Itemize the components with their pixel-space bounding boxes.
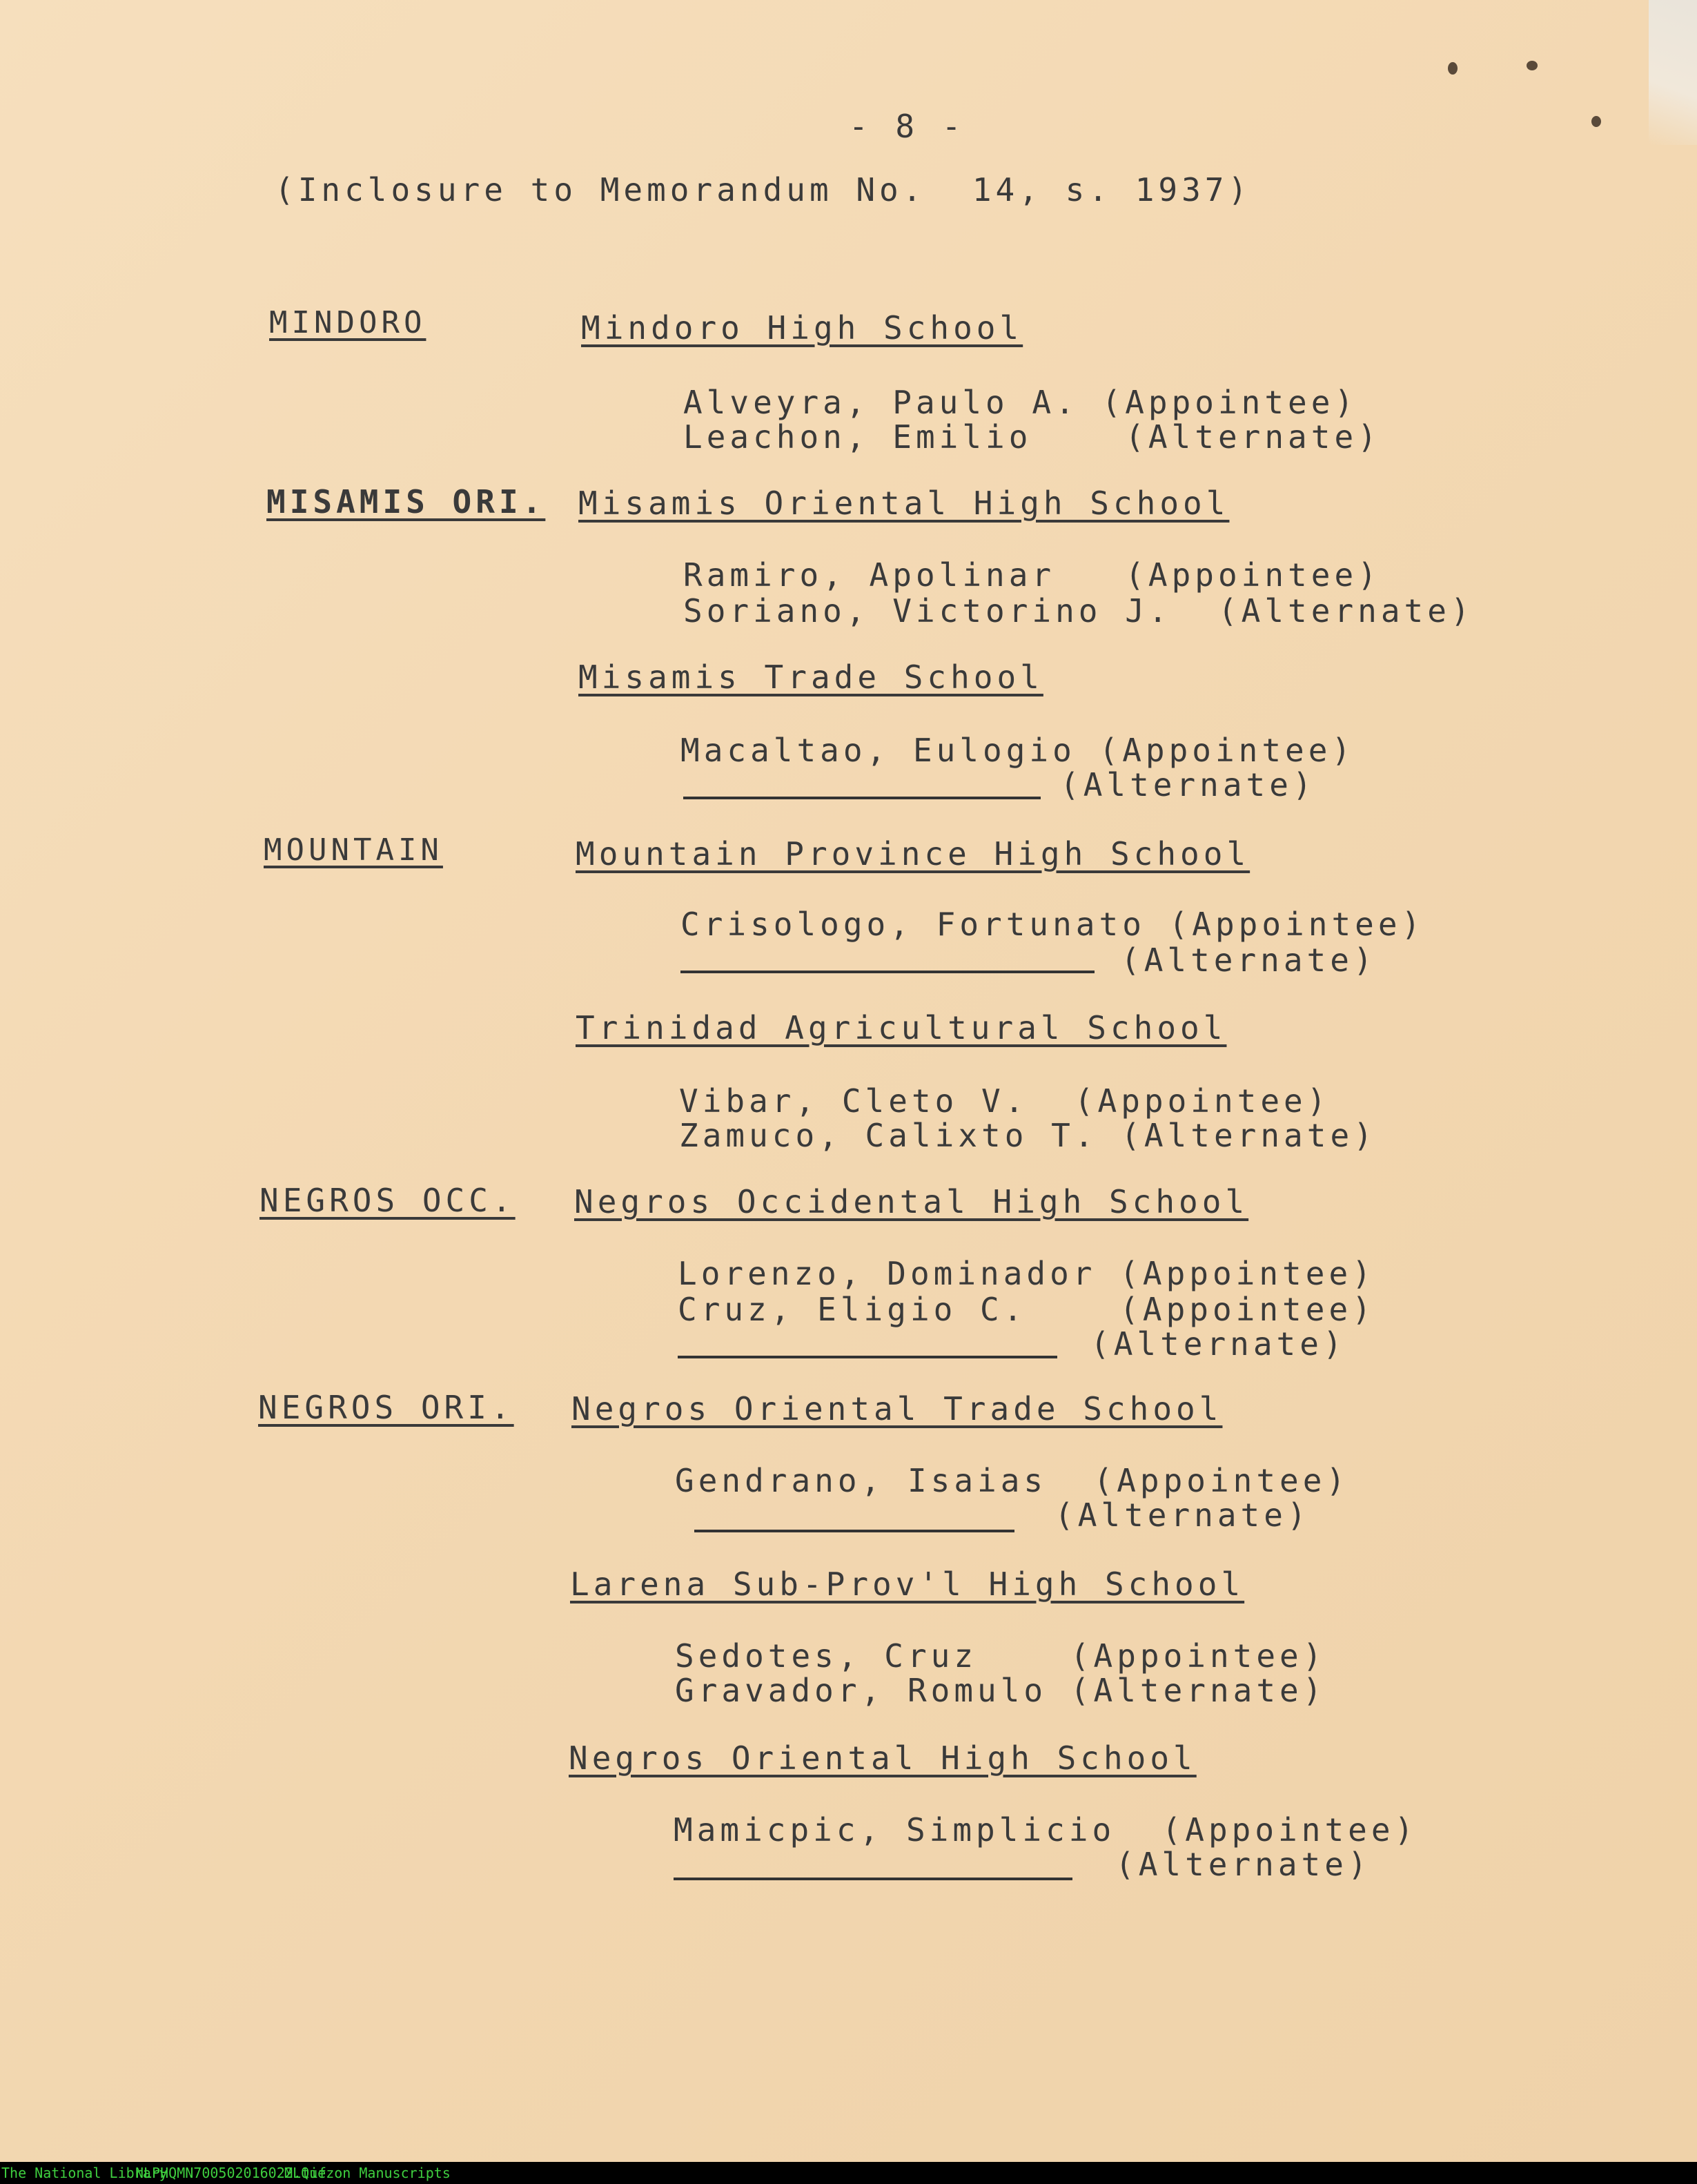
- person-entry: Cruz, Eligio C. (Appointee): [678, 1291, 1375, 1328]
- person-entry: Gravador, Romulo (Alternate): [675, 1672, 1326, 1709]
- province-label: NEGROS ORI.: [258, 1389, 514, 1426]
- folded-corner: [1649, 0, 1697, 145]
- school-name: Mountain Province High School: [576, 835, 1250, 872]
- punch-hole: [1527, 61, 1538, 70]
- school-name: Larena Sub-Prov'l High School: [570, 1566, 1245, 1603]
- province-label: MINDORO: [269, 305, 426, 340]
- blank-signature-line: [674, 1878, 1072, 1880]
- blank-signature-line: [694, 1530, 1014, 1532]
- blank-signature-line: [678, 1356, 1057, 1358]
- person-entry: Macaltao, Eulogio (Appointee): [680, 732, 1355, 769]
- person-entry: Vibar, Cleto V. (Appointee): [679, 1082, 1331, 1120]
- school-name: Misamis Trade School: [578, 659, 1043, 696]
- person-entry: Leachon, Emilio (Alternate): [683, 418, 1381, 456]
- person-entry: Crisologo, Fortunato (Appointee): [680, 906, 1425, 943]
- province-label: MISAMIS ORI.: [266, 483, 546, 520]
- footer-library: The National Library: [1, 2165, 168, 2181]
- province-label: MOUNTAIN: [264, 832, 443, 868]
- punch-hole: [1591, 116, 1601, 127]
- footer-filename: NLPHQMN700502016022.tif: [135, 2165, 326, 2181]
- person-entry: Zamuco, Calixto T. (Alternate): [679, 1117, 1377, 1154]
- archive-footer: [0, 2162, 1697, 2184]
- school-name: Misamis Oriental High School: [578, 485, 1230, 522]
- person-entry: (Alternate): [1060, 766, 1316, 803]
- footer-collection: MLQuezon Manuscripts: [284, 2165, 451, 2181]
- person-entry: Alveyra, Paulo A. (Appointee): [683, 384, 1358, 421]
- school-name: Negros Occidental High School: [574, 1183, 1249, 1220]
- blank-signature-line: [680, 971, 1095, 973]
- person-entry: Mamicpic, Simplicio (Appointee): [674, 1811, 1418, 1849]
- person-entry: (Alternate): [1090, 1325, 1346, 1363]
- person-entry: Gendrano, Isaias (Appointee): [675, 1462, 1350, 1499]
- person-entry: Soriano, Victorino J. (Alternate): [683, 592, 1474, 630]
- blank-signature-line: [683, 797, 1041, 799]
- person-entry: Lorenzo, Dominador (Appointee): [678, 1255, 1375, 1292]
- page-number: - 8 -: [849, 108, 965, 145]
- school-name: Negros Oriental Trade School: [571, 1390, 1223, 1427]
- school-name: Negros Oriental High School: [569, 1739, 1197, 1777]
- person-entry: (Alternate): [1115, 1846, 1371, 1883]
- punch-hole: [1448, 62, 1458, 75]
- school-name: Mindoro High School: [581, 309, 1023, 347]
- province-label: NEGROS OCC.: [259, 1182, 516, 1219]
- inclosure-heading: (Inclosure to Memorandum No. 14, s. 1937): [275, 171, 1252, 208]
- school-name: Trinidad Agricultural School: [576, 1009, 1227, 1046]
- person-entry: Sedotes, Cruz (Appointee): [675, 1637, 1326, 1675]
- person-entry: Ramiro, Apolinar (Appointee): [683, 556, 1381, 594]
- person-entry: (Alternate): [1055, 1496, 1311, 1534]
- person-entry: (Alternate): [1121, 942, 1377, 979]
